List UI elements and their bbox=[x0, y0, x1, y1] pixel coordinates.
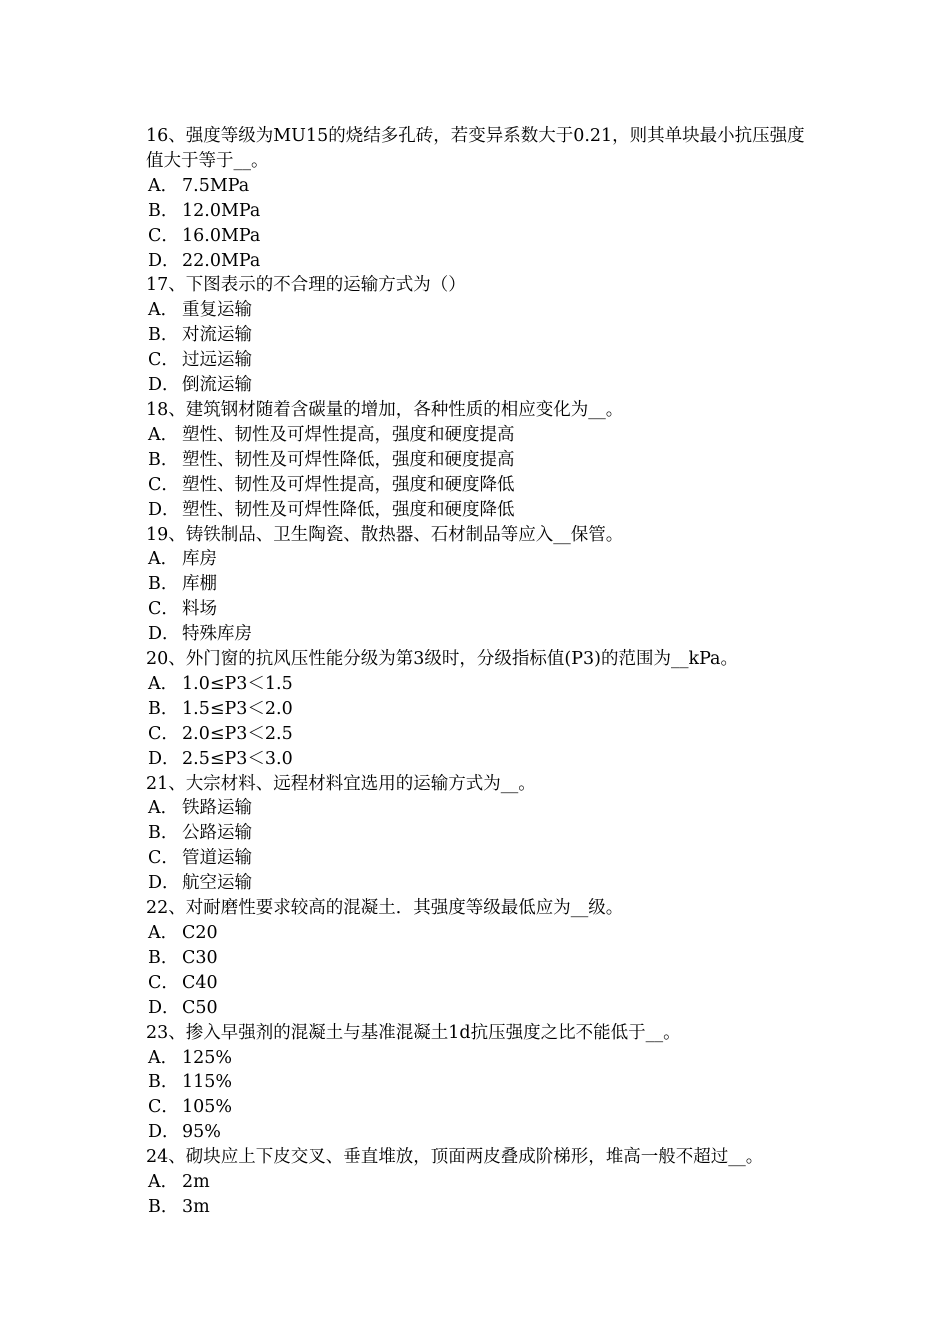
option-letter: D． bbox=[148, 748, 180, 769]
option-text: 重复运输 bbox=[182, 300, 252, 321]
option-c bbox=[146, 1095, 818, 1120]
option-c bbox=[146, 846, 818, 871]
option-letter: A． bbox=[148, 1172, 179, 1193]
option-text: C20 bbox=[182, 923, 218, 943]
question-text: 17、下图表示的不合理的运输方式为（） bbox=[146, 275, 466, 296]
option-c bbox=[146, 597, 818, 622]
option-letter: A． bbox=[148, 798, 179, 819]
option-text: 22.0MPa bbox=[182, 250, 261, 271]
option-letter: B． bbox=[148, 823, 179, 844]
option-text: 12.0MPa bbox=[182, 200, 261, 221]
option-c bbox=[146, 224, 818, 249]
option-letter: C． bbox=[148, 474, 179, 495]
option-text: 1.5≤P3＜2.0 bbox=[182, 698, 293, 719]
option-text: 公路运输 bbox=[182, 823, 252, 844]
option-a bbox=[146, 298, 818, 323]
option-letter: D． bbox=[148, 375, 180, 396]
option-text: 塑性、韧性及可焊性提高，强度和硬度提高 bbox=[182, 424, 515, 445]
option-b bbox=[146, 448, 818, 473]
option-text: C30 bbox=[182, 947, 218, 968]
option-letter: A． bbox=[148, 923, 179, 943]
option-a bbox=[146, 547, 818, 572]
option-a bbox=[146, 1046, 818, 1071]
option-text: 料场 bbox=[182, 599, 217, 620]
option-letter: C． bbox=[148, 350, 179, 371]
option-text: 倒流运输 bbox=[182, 375, 252, 396]
option-d bbox=[146, 498, 818, 523]
question-24 bbox=[146, 1145, 818, 1220]
option-letter: D． bbox=[148, 250, 180, 271]
option-text: 2.5≤P3＜3.0 bbox=[182, 748, 293, 769]
option-text: 1.0≤P3＜1.5 bbox=[182, 673, 293, 694]
option-text: C40 bbox=[182, 972, 218, 993]
option-d bbox=[146, 996, 818, 1021]
option-letter: D． bbox=[148, 873, 180, 894]
option-b bbox=[146, 199, 818, 224]
option-text: 125% bbox=[182, 1047, 233, 1068]
option-letter: B． bbox=[148, 449, 179, 470]
question-20 bbox=[146, 647, 818, 772]
question-18 bbox=[146, 398, 818, 523]
option-letter: B． bbox=[148, 574, 179, 595]
option-c bbox=[146, 348, 818, 373]
option-text: 3m bbox=[182, 1196, 210, 1217]
option-text: 16.0MPa bbox=[182, 225, 261, 246]
option-d bbox=[146, 622, 818, 647]
option-text: 铁路运输 bbox=[182, 798, 252, 819]
question-text: 16、强度等级为MU15的烧结多孔砖，若变异系数大于0.21，则其单块最小抗压强度值大于等于__。 bbox=[146, 126, 805, 171]
question-text: 18、建筑钢材随着含碳量的增加，各种性质的相应变化为__。 bbox=[146, 399, 624, 420]
option-b bbox=[146, 697, 818, 722]
option-letter: B． bbox=[148, 200, 179, 221]
option-letter: B． bbox=[148, 947, 179, 968]
option-letter: B． bbox=[148, 698, 179, 719]
question-text: 19、铸铁制品、卫生陶瓷、散热器、石材制品等应入__保管。 bbox=[146, 524, 624, 545]
option-text: 对流运输 bbox=[182, 325, 252, 346]
option-letter: B． bbox=[148, 325, 179, 346]
option-b bbox=[146, 946, 818, 971]
option-text: 95% bbox=[182, 1122, 221, 1143]
question-text: 24、砌块应上下皮交叉、垂直堆放，顶面两皮叠成阶梯形，堆高一般不超过__。 bbox=[146, 1147, 764, 1168]
option-letter: A． bbox=[148, 1047, 179, 1068]
option-d bbox=[146, 249, 818, 274]
option-b bbox=[146, 821, 818, 846]
option-text: 过远运输 bbox=[182, 350, 252, 371]
option-text: 105% bbox=[182, 1097, 233, 1118]
question-text: 20、外门窗的抗风压性能分级为第3级时，分级指标值(P3)的范围为__kPa。 bbox=[146, 649, 738, 670]
option-c bbox=[146, 722, 818, 747]
option-text: 塑性、韧性及可焊性降低，强度和硬度提高 bbox=[182, 449, 515, 470]
option-letter: A． bbox=[148, 549, 179, 570]
option-letter: C． bbox=[148, 599, 179, 620]
option-text: 115% bbox=[182, 1072, 233, 1093]
question-16 bbox=[146, 124, 818, 273]
question-list bbox=[146, 124, 818, 1220]
option-letter: A． bbox=[148, 175, 179, 196]
question-19 bbox=[146, 523, 818, 648]
option-d bbox=[146, 747, 818, 772]
question-text: 23、掺入早强剂的混凝土与基准混凝土1d抗压强度之比不能低于__。 bbox=[146, 1022, 681, 1043]
question-text: 21、大宗材料、远程材料宜选用的运输方式为__。 bbox=[146, 773, 536, 794]
option-d bbox=[146, 871, 818, 896]
option-letter: C． bbox=[148, 1097, 179, 1118]
option-letter: D． bbox=[148, 624, 180, 645]
question-21 bbox=[146, 772, 818, 897]
option-b bbox=[146, 1195, 818, 1220]
option-text: 7.5MPa bbox=[182, 175, 250, 196]
option-text: 塑性、韧性及可焊性降低，强度和硬度降低 bbox=[182, 499, 515, 520]
option-letter: C． bbox=[148, 972, 179, 993]
option-text: 库房 bbox=[182, 549, 217, 570]
option-letter: C． bbox=[148, 225, 179, 246]
option-d bbox=[146, 373, 818, 398]
question-text: 22、对耐磨性要求较高的混凝土．其强度等级最低应为__级。 bbox=[146, 898, 624, 919]
option-text: 塑性、韧性及可焊性提高，强度和硬度降低 bbox=[182, 474, 515, 495]
option-letter: B． bbox=[148, 1072, 179, 1093]
option-c bbox=[146, 473, 818, 498]
option-text: 2m bbox=[182, 1172, 210, 1193]
option-text: 库棚 bbox=[182, 574, 217, 595]
option-a bbox=[146, 672, 818, 697]
option-c bbox=[146, 971, 818, 996]
option-letter: A． bbox=[148, 424, 179, 445]
option-letter: D． bbox=[148, 1122, 180, 1143]
option-a bbox=[146, 423, 818, 448]
option-a bbox=[146, 174, 818, 199]
option-text: 2.0≤P3＜2.5 bbox=[182, 723, 293, 744]
option-text: C50 bbox=[182, 997, 218, 1018]
option-letter: C． bbox=[148, 723, 179, 744]
option-a bbox=[146, 796, 818, 821]
option-a bbox=[146, 921, 818, 946]
option-b bbox=[146, 323, 818, 348]
option-text: 管道运输 bbox=[182, 848, 252, 869]
option-text: 特殊库房 bbox=[182, 624, 252, 645]
option-b bbox=[146, 1070, 818, 1095]
option-letter: B． bbox=[148, 1196, 179, 1217]
option-d bbox=[146, 1120, 818, 1145]
question-23 bbox=[146, 1021, 818, 1146]
option-text: 航空运输 bbox=[182, 873, 252, 894]
option-letter: D． bbox=[148, 997, 180, 1018]
option-b bbox=[146, 572, 818, 597]
question-22 bbox=[146, 896, 818, 1021]
option-letter: D． bbox=[148, 499, 180, 520]
option-a bbox=[146, 1170, 818, 1195]
option-letter: A． bbox=[148, 673, 179, 694]
option-letter: A． bbox=[148, 300, 179, 321]
question-17 bbox=[146, 273, 818, 398]
option-letter: C． bbox=[148, 848, 179, 869]
